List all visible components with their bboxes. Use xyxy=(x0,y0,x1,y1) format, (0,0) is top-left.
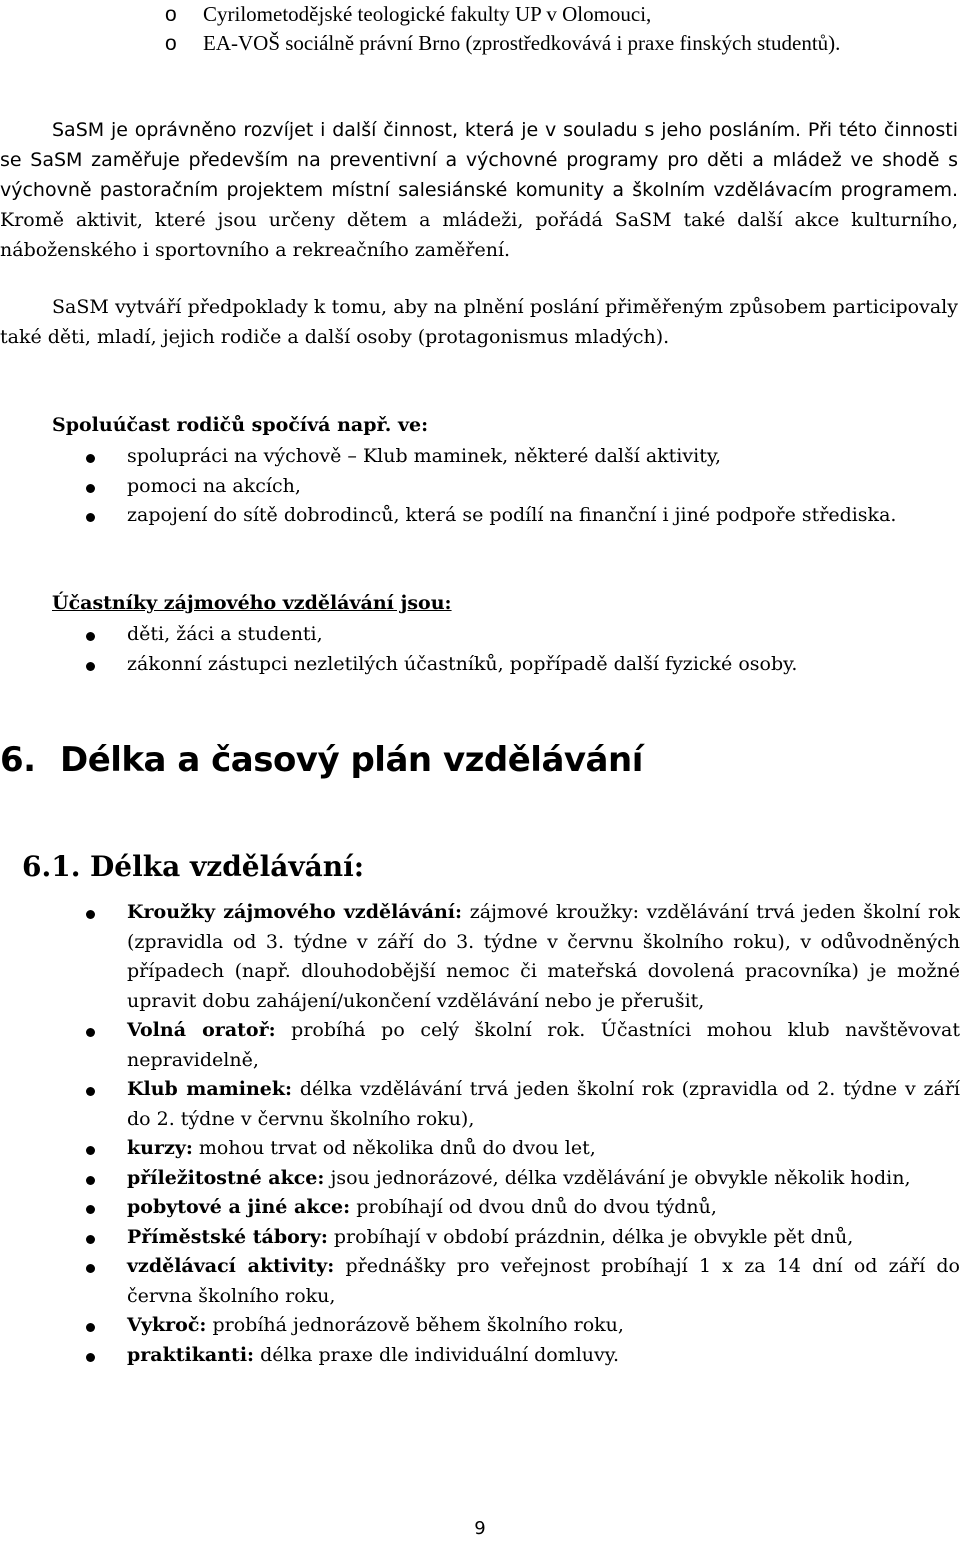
bullet-icon xyxy=(86,513,95,522)
parents-list xyxy=(0,442,960,531)
bullet-icon xyxy=(86,632,95,641)
participants-list xyxy=(0,620,960,679)
list-item: o Cyrilometodějské teologické fakulty UP v Olomouci, xyxy=(0,0,940,29)
bullet-icon xyxy=(86,454,95,463)
subsection-number: 6.1. xyxy=(22,850,81,883)
bullet-icon xyxy=(86,1205,95,1214)
list-item: spolupráci na výchově – Klub maminek, některé další aktivity, xyxy=(0,442,960,472)
list-item: Příměstské tábory: probíhají v období prázdnin, délka je obvykle pět dnů, xyxy=(0,1223,960,1253)
list-item: Vykroč: probíhá jednorázově během školního roku, xyxy=(0,1311,960,1341)
parents-heading: Spoluúčast rodičů spočívá např. ve: xyxy=(52,414,429,436)
bullet-icon xyxy=(86,1264,95,1273)
circle-bullet-icon: o xyxy=(165,32,177,55)
list-item: pobytové a jiné akce: probíhají od dvou dnů do dvou týdnů, xyxy=(0,1193,960,1223)
bullet-icon xyxy=(86,1028,95,1037)
section-title: Délka a časový plán vzdělávání xyxy=(60,740,643,780)
list-item: pomoci na akcích, xyxy=(0,472,960,502)
list-item: o EA-VOŠ sociálně právní Brno (zprostředkovává i praxe finských studentů). xyxy=(0,29,940,58)
participation-paragraph: SaSM vytváří předpoklady k tomu, aby na plnění poslání přiměřeným způsobem participovaly také děti, mladí, jejich rodiče a další osoby (protagonismus mladých). xyxy=(0,296,958,348)
list-item: zapojení do sítě dobrodinců, která se podílí na finanční i jiné podpoře střediska. xyxy=(0,501,960,531)
institution-list xyxy=(0,0,940,58)
list-item: kurzy: mohou trvat od několika dnů do dvou let, xyxy=(0,1134,960,1164)
list-item: Volná oratoř: probíhá po celý školní rok. Účastníci mohou klub navštěvovat nepravidelně, xyxy=(0,1016,960,1075)
bullet-icon xyxy=(86,1176,95,1185)
list-item: Kroužky zájmového vzdělávání: zájmové kroužky: vzdělávání trvá jeden školní rok (zpravidla od 3. týdne v září do 3. týdne v červnu školního roku), v odůvodněných případech (např. dlouhodobější nemoc či mateřská dovolená pracovníka) je možné upravit dobu zahájení/ukončení vzdělávání nebo je přerušit, xyxy=(0,898,960,1016)
duration-list xyxy=(0,898,960,1370)
bullet-icon xyxy=(86,1235,95,1244)
section-number: 6. xyxy=(0,740,36,780)
bullet-icon xyxy=(86,484,95,493)
subsection-heading xyxy=(22,850,364,883)
activities-text: Kromě aktivit, které jsou určeny dětem a mládeži, pořádá SaSM také další akce kulturního, náboženského i sportovního a rekreačního zaměření. xyxy=(0,209,958,261)
bullet-icon xyxy=(86,1146,95,1155)
list-item: příležitostné akce: jsou jednorázové, délka vzdělávání je obvykle několik hodin, xyxy=(0,1164,960,1194)
list-item: děti, žáci a studenti, xyxy=(0,620,960,650)
participants-heading: Účastníky zájmového vzdělávání jsou: xyxy=(52,592,452,614)
list-item: zákonní zástupci nezletilých účastníků, popřípadě další fyzické osoby. xyxy=(0,650,960,680)
bullet-icon xyxy=(86,910,95,919)
bullet-icon xyxy=(86,1323,95,1332)
section-heading xyxy=(0,740,643,780)
subsection-title: Délka vzdělávání: xyxy=(90,850,365,883)
bullet-icon xyxy=(86,1087,95,1096)
page-number: 9 xyxy=(474,1518,486,1539)
bullet-icon xyxy=(86,662,95,671)
list-item: Klub maminek: délka vzdělávání trvá jeden školní rok (zpravidla od 2. týdne v září do 2. týdne v červnu školního roku), xyxy=(0,1075,960,1134)
list-item: praktikanti: délka praxe dle individuální domluvy. xyxy=(0,1341,960,1371)
bullet-icon xyxy=(86,1353,95,1362)
list-item: vzdělávací aktivity: přednášky pro veřejnost probíhají 1 x za 14 dní od září do června školního roku, xyxy=(0,1252,960,1311)
mission-paragraph: SaSM je oprávněno rozvíjet i další činnost, která je v souladu s jeho posláním. Při této činnosti se SaSM zaměřuje především na preventivní a výchovné programy pro děti a mládež ve shodě s výchovně pastoračním projektem místní salesiánské komunity a školním vzdělávacím programem. Kromě aktivit, které jsou určeny dětem a mládeži, pořádá SaSM také další akce kulturního, náboženského i sportovního a rekreačního zaměření. xyxy=(0,119,958,261)
circle-bullet-icon: o xyxy=(165,3,177,26)
